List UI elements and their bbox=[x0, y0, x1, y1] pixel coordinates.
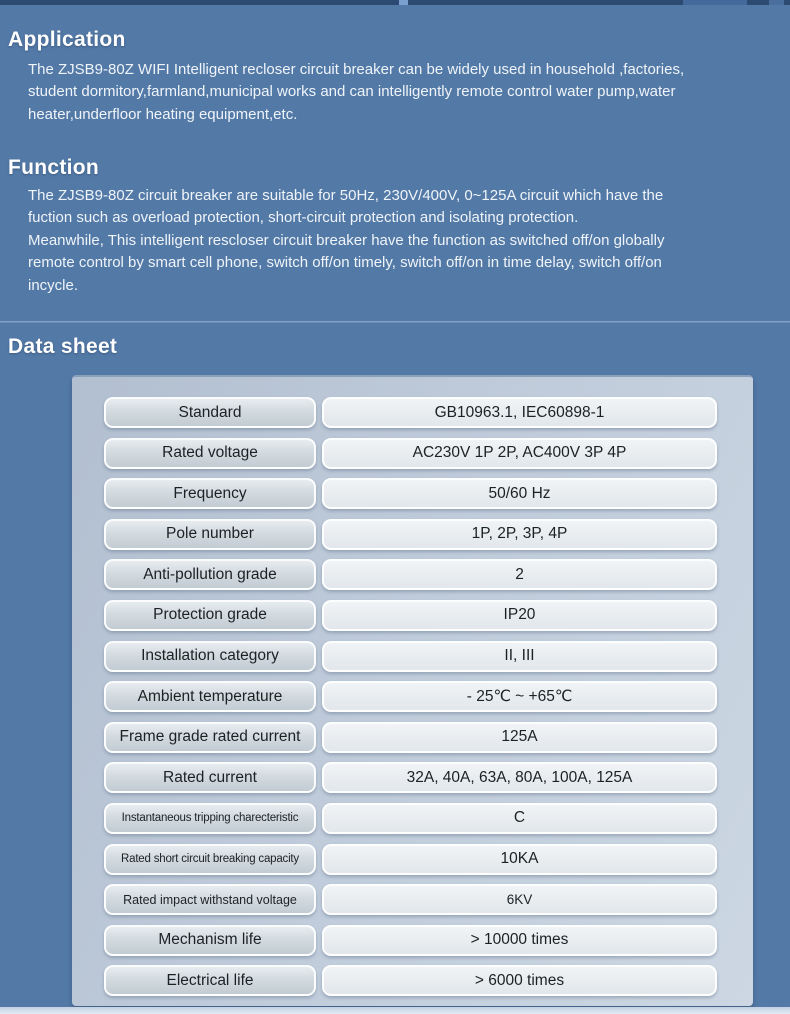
paragraph-line: The ZJSB9-80Z WIFI Intelligent recloser circuit breaker can be widely used in household ,factories, bbox=[28, 61, 685, 78]
spec-row bbox=[104, 478, 753, 509]
datasheet-rows bbox=[72, 397, 753, 996]
spec-value-cell: 1P, 2P, 3P, 4P bbox=[322, 519, 717, 550]
spec-value-cell: - 25℃ ~ +65℃ bbox=[322, 681, 717, 712]
spec-value-cell: 2 bbox=[322, 559, 717, 590]
spec-label-cell: Rated short circuit breaking capacity bbox=[104, 844, 316, 875]
spec-row bbox=[104, 519, 753, 550]
spec-label-cell: Standard bbox=[104, 397, 316, 428]
paragraph-line: The ZJSB9-80Z circuit breaker are suitable for 50Hz, 230V/400V, 0~125A circuit which have the bbox=[28, 187, 664, 204]
top-edge-artifact bbox=[683, 0, 747, 5]
application-heading: Application bbox=[8, 28, 126, 51]
spec-row bbox=[104, 397, 753, 428]
paragraph-line: remote control by smart cell phone, switch off/on timely, switch off/on in time delay, switch off/on bbox=[28, 254, 662, 272]
spec-row bbox=[104, 965, 753, 996]
spec-label-cell: Frame grade rated current bbox=[104, 722, 316, 753]
spec-row bbox=[104, 438, 753, 469]
spec-value-cell: 125A bbox=[322, 722, 717, 753]
application-paragraph bbox=[28, 59, 784, 126]
datasheet-panel bbox=[72, 375, 753, 1006]
spec-row bbox=[104, 681, 753, 712]
spec-row bbox=[104, 884, 753, 915]
spec-row bbox=[104, 722, 753, 753]
spec-label-cell: Rated voltage bbox=[104, 438, 316, 469]
spec-value-cell: > 6000 times bbox=[322, 965, 717, 996]
paragraph-line: Meanwhile, This intelligent rescloser circuit breaker have the function as switched off/on globally bbox=[28, 231, 665, 249]
spec-value-cell: 50/60 Hz bbox=[322, 478, 717, 509]
paragraph-line: heater,underfloor heating equipment,etc. bbox=[28, 105, 298, 123]
spec-value-cell: 32A, 40A, 63A, 80A, 100A, 125A bbox=[322, 762, 717, 793]
spec-label-cell: Protection grade bbox=[104, 600, 316, 631]
datasheet-heading: Data sheet bbox=[8, 335, 118, 358]
section-divider bbox=[0, 321, 790, 323]
spec-label-cell: Electrical life bbox=[104, 965, 316, 996]
spec-label-cell: Rated impact withstand voltage bbox=[104, 884, 316, 915]
bottom-edge-strip bbox=[0, 1007, 790, 1014]
spec-value-cell: GB10963.1, IEC60898-1 bbox=[322, 397, 717, 428]
top-edge-artifact bbox=[399, 0, 408, 5]
spec-value-cell: > 10000 times bbox=[322, 925, 717, 956]
spec-row bbox=[104, 641, 753, 672]
spec-row bbox=[104, 600, 753, 631]
spec-label-cell: Instantaneous tripping charecteristic bbox=[104, 803, 316, 834]
spec-value-cell: 10KA bbox=[322, 844, 717, 875]
spec-label-cell: Ambient temperature bbox=[104, 681, 316, 712]
spec-label-cell: Mechanism life bbox=[104, 925, 316, 956]
paragraph-line: incycle. bbox=[28, 276, 79, 294]
spec-value-cell: AC230V 1P 2P, AC400V 3P 4P bbox=[322, 438, 717, 469]
spec-value-cell: IP20 bbox=[322, 600, 717, 631]
spec-row bbox=[104, 559, 753, 590]
spec-row bbox=[104, 844, 753, 875]
top-edge-strip bbox=[0, 0, 790, 5]
spec-label-cell: Frequency bbox=[104, 478, 316, 509]
spec-label-cell: Rated current bbox=[104, 762, 316, 793]
spec-label-cell: Installation category bbox=[104, 641, 316, 672]
spec-label-cell: Anti-pollution grade bbox=[104, 559, 316, 590]
paragraph-line: fuction such as overload protection, short-circuit protection and isolating protection. bbox=[28, 209, 579, 227]
spec-value-cell: II, III bbox=[322, 641, 717, 672]
spec-row bbox=[104, 762, 753, 793]
top-edge-artifact bbox=[769, 0, 784, 5]
spec-row bbox=[104, 925, 753, 956]
paragraph-line: student dormitory,farmland,municipal works and can intelligently remote control water pump,water bbox=[28, 83, 676, 101]
spec-value-cell: 6KV bbox=[322, 884, 717, 915]
function-heading: Function bbox=[8, 156, 100, 179]
spec-label-cell: Pole number bbox=[104, 519, 316, 550]
spec-row bbox=[104, 803, 753, 834]
function-paragraph bbox=[28, 185, 784, 297]
spec-value-cell: C bbox=[322, 803, 717, 834]
